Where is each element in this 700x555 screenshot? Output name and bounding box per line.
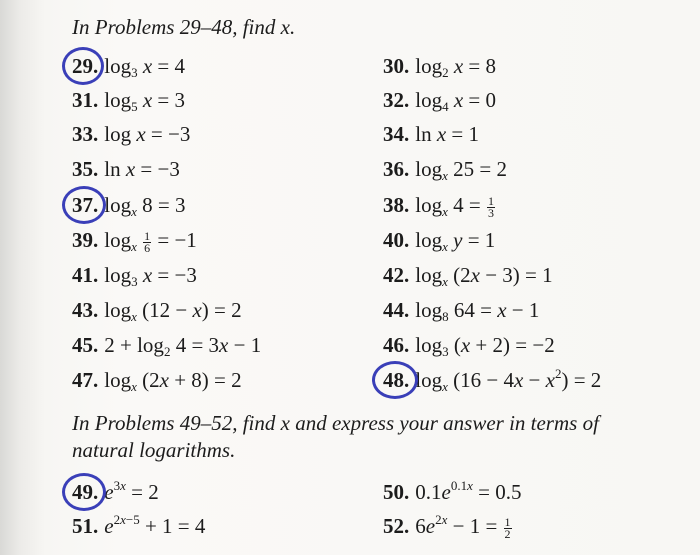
- problem-number: 43.: [72, 298, 99, 322]
- equation: $e^{3x} = 2$: [104, 478, 159, 504]
- problem-50: [383, 480, 521, 504]
- equation: ln x = 1: [415, 122, 480, 146]
- equation: log x = −3: [104, 122, 191, 146]
- equation: $\log_5 x = 3$: [104, 88, 186, 114]
- problem-35: [72, 157, 180, 181]
- problem-number: 38.: [383, 193, 410, 217]
- problem-number: 30.: [383, 54, 410, 78]
- problem-number: 50.: [383, 480, 410, 504]
- equation: $\log_3 (x + 2) = -2$: [415, 333, 555, 359]
- equation: $\log_x 8 = 3$: [104, 193, 186, 219]
- problem-48: [383, 368, 601, 392]
- problem-number: 48.: [383, 368, 410, 392]
- problem-number: 34.: [383, 122, 410, 146]
- problem-43: [72, 298, 242, 322]
- equation: $\log_x 4$ = $\frac{1}{3}$: [415, 193, 494, 220]
- problem-number: 31.: [72, 88, 99, 112]
- equation: $\log_x y = 1$: [415, 228, 496, 254]
- problem-number: 51.: [72, 514, 99, 538]
- problem-40: [383, 228, 495, 252]
- problem-number: 37.: [72, 193, 99, 217]
- problem-46: [383, 333, 555, 357]
- equation: $\log_x (12 - x) = 2$: [104, 298, 242, 324]
- problem-44: [383, 298, 539, 322]
- problem-37: [72, 193, 185, 217]
- problem-30: [383, 54, 496, 78]
- problem-number: 44.: [383, 298, 410, 322]
- problem-33: [72, 122, 190, 146]
- equation: $\log_3 x = -3$: [104, 263, 197, 289]
- equation: $\log_x$ $\frac{1}{6}$ = −1: [104, 228, 197, 255]
- problem-41: [72, 263, 197, 287]
- equation: $\log_8 64 = x - 1$: [415, 298, 540, 324]
- section-heading-49-52: In Problems 49–52, find x and express your answer in terms of: [72, 411, 599, 435]
- problem-52: [383, 514, 513, 540]
- equation: $\log_x (2x - 3) = 1$: [415, 263, 553, 289]
- problem-47: [72, 368, 242, 392]
- problem-number: 40.: [383, 228, 410, 252]
- problem-number: 49.: [72, 480, 99, 504]
- problem-42: [383, 263, 553, 287]
- equation: $\log_3 x = 4$: [104, 54, 186, 80]
- equation: $2 + \log_2 4 = 3x - 1$: [104, 333, 262, 359]
- problem-36: [383, 157, 507, 181]
- equation: $\log_x (16 - 4x - x^2) = 2$: [415, 366, 602, 394]
- problem-number: 45.: [72, 333, 99, 357]
- problem-34: [383, 122, 479, 146]
- problem-number: 33.: [72, 122, 99, 146]
- equation: $\log_2 x = 8$: [415, 54, 497, 80]
- problem-number: 39.: [72, 228, 99, 252]
- section-heading-49-52-cont: natural logarithms.: [72, 438, 236, 462]
- problem-number: 42.: [383, 263, 410, 287]
- equation: $6e^{2x} - 1$ = $\frac{1}{2}$: [415, 512, 511, 541]
- problem-number: 36.: [383, 157, 410, 181]
- equation: $0.1e^{0.1x} = 0.5$: [415, 478, 522, 504]
- equation: $e^{2x-5} + 1 = 4$: [104, 512, 206, 538]
- problem-51: [72, 514, 205, 538]
- problem-number: 41.: [72, 263, 99, 287]
- problem-number: 47.: [72, 368, 99, 392]
- problem-32: [383, 88, 496, 112]
- problem-number: 29.: [72, 54, 99, 78]
- section-heading-29-48: In Problems 29–48, find x.: [72, 15, 296, 39]
- equation: ln x = −3: [104, 157, 180, 181]
- equation: $\log_4 x = 0$: [415, 88, 497, 114]
- problem-29: [72, 54, 185, 78]
- problem-number: 35.: [72, 157, 99, 181]
- problem-number: 32.: [383, 88, 410, 112]
- problem-49: [72, 480, 159, 504]
- problem-31: [72, 88, 185, 112]
- problem-number: 46.: [383, 333, 410, 357]
- problem-number: 52.: [383, 514, 410, 538]
- problem-45: [72, 333, 261, 357]
- equation: $\log_x 25 = 2$: [415, 157, 507, 183]
- problem-38: [383, 193, 496, 219]
- problem-39: [72, 228, 197, 254]
- equation: $\log_x (2x + 8) = 2$: [104, 368, 242, 394]
